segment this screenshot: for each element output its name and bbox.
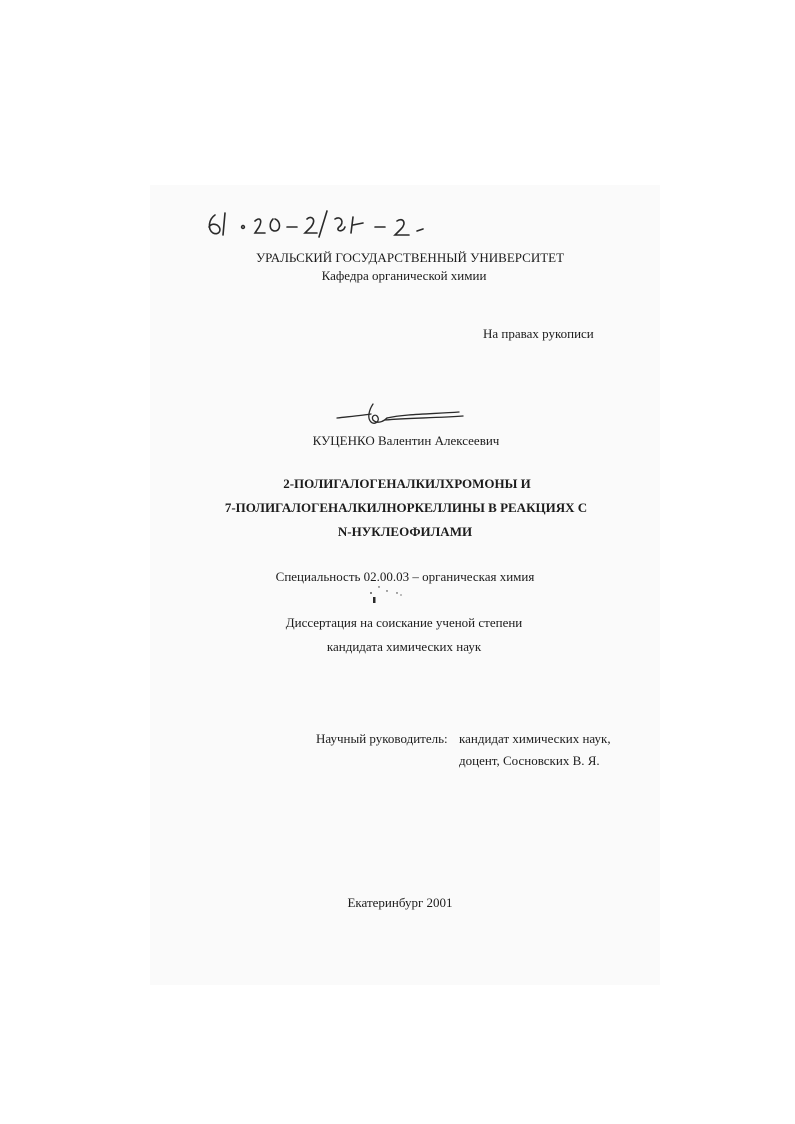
supervisor-name: доцент, Сосновских В. Я. [459, 753, 600, 768]
department-name: Кафедра органической химии [321, 268, 487, 283]
manuscript-note: На правах рукописи [483, 326, 594, 341]
scan-specks [365, 583, 415, 607]
dissertation-line-1: Диссертация на соискание ученой степени [285, 615, 523, 630]
handwritten-archive-code [203, 205, 443, 241]
author-signature [335, 400, 465, 428]
author-name: КУЦЕНКО Валентин Алексеевич [312, 433, 500, 448]
title-line-1: 2-ПОЛИГАЛОГЕНАЛКИЛХРОМОНЫ И [283, 476, 531, 491]
title-line-2: 7-ПОЛИГАЛОГЕНАЛКИЛНОРКЕЛЛИНЫ В РЕАКЦИЯХ С [224, 500, 588, 515]
supervisor-degree: кандидат химических наук, [459, 731, 611, 746]
specialty: Специальность 02.00.03 – органическая химия [275, 569, 535, 584]
university-name: УРАЛЬСКИЙ ГОСУДАРСТВЕННЫЙ УНИВЕРСИТЕТ [255, 250, 565, 265]
place-and-year: Екатеринбург 2001 [347, 895, 453, 910]
supervisor-label: Научный руководитель: [316, 731, 448, 746]
dissertation-line-2: кандидата химических наук [326, 639, 482, 654]
title-line-3: N-НУКЛЕОФИЛАМИ [337, 524, 473, 539]
